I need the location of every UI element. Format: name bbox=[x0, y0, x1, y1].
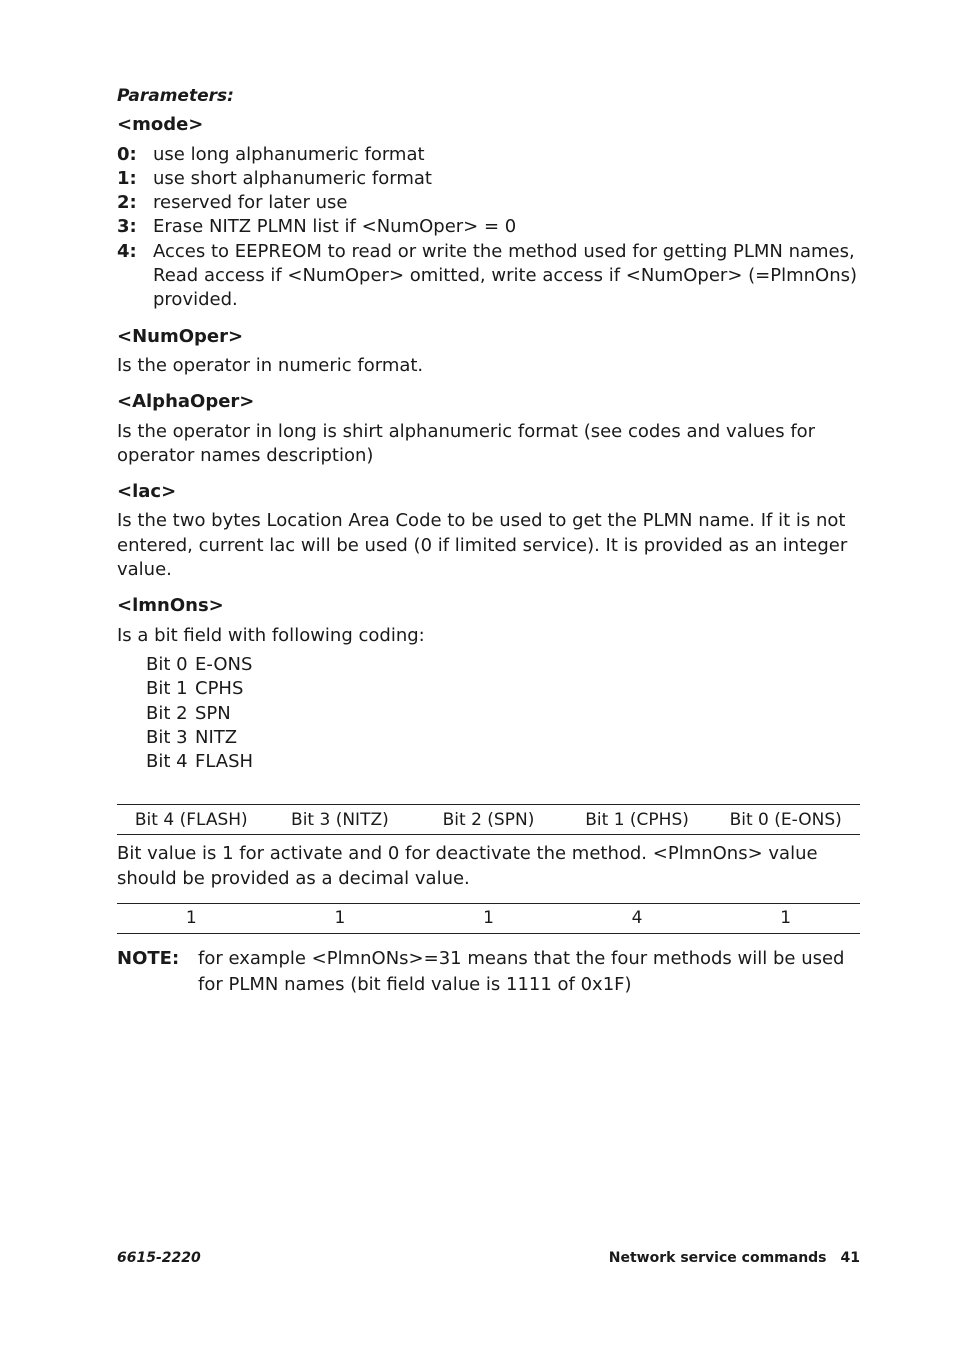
parameters-heading: Parameters: bbox=[117, 86, 234, 106]
bit-label: Bit 2 bbox=[146, 702, 188, 724]
table-header-cell: Bit 0 (E-ONS) bbox=[729, 809, 842, 830]
mode-text: Acces to EEPREOM to read or write the method used for getting PLMN names, Read access if <NumOper> omitted, write access if <NumOper> (=PlmnOns) provided. bbox=[153, 240, 858, 311]
bit-item bbox=[146, 726, 860, 750]
bit-method: NITZ bbox=[195, 726, 238, 748]
mode-param-name: <mode> bbox=[117, 114, 204, 136]
lac-param-name: <lac> bbox=[117, 481, 177, 503]
mode-key: 0: bbox=[117, 143, 137, 165]
mode-item bbox=[117, 167, 860, 191]
note-label: NOTE: bbox=[117, 948, 180, 970]
document-body bbox=[117, 84, 860, 998]
note-text: for example <PlmnONs>=31 means that the four methods will be used for PLMN names (bit field value is 1111 of 0x1F) bbox=[198, 948, 845, 996]
doc-number: 6615-2220 bbox=[117, 1250, 201, 1266]
lac-description: Is the two bytes Location Area Code to be used to get the PLMN name. If it is not entered, current lac will be used (0 if limited service). It is provided as an integer value. bbox=[117, 510, 848, 581]
mode-text: use short alphanumeric format bbox=[153, 167, 432, 189]
table-header-cell: Bit 1 (CPHS) bbox=[585, 809, 689, 830]
section-title: Network service commands bbox=[608, 1250, 827, 1266]
page-number: 41 bbox=[840, 1250, 860, 1266]
mode-key: 2: bbox=[117, 192, 137, 214]
footer-right bbox=[609, 1250, 860, 1266]
mode-item bbox=[117, 191, 860, 215]
bit-method: E-ONS bbox=[195, 653, 253, 675]
table-header-cell: Bit 2 (SPN) bbox=[442, 809, 535, 830]
alphaoper-param-name: <AlphaOper> bbox=[117, 391, 255, 413]
page-footer bbox=[117, 1250, 860, 1266]
bit-method: SPN bbox=[195, 702, 231, 724]
bit-method: CPHS bbox=[195, 678, 244, 700]
mode-item bbox=[117, 240, 860, 313]
bit-item bbox=[146, 677, 860, 701]
bit-label: Bit 3 bbox=[146, 726, 188, 748]
table-value-cell: 1 bbox=[334, 908, 346, 929]
bit-list bbox=[146, 653, 860, 774]
table-value-cell: 4 bbox=[631, 908, 643, 929]
mode-text: use long alphanumeric format bbox=[153, 143, 425, 165]
table-header-cell: Bit 3 (NITZ) bbox=[291, 809, 389, 830]
bit-label: Bit 0 bbox=[146, 653, 188, 675]
table-value-cell: 1 bbox=[185, 908, 197, 929]
table-row bbox=[117, 805, 860, 835]
table-value-cell: 1 bbox=[780, 908, 792, 929]
table-header-cell: Bit 4 (FLASH) bbox=[134, 809, 248, 830]
bit-values-table bbox=[117, 903, 860, 934]
bit-value-description: Bit value is 1 for activate and 0 for deactivate the method. <PlmnOns> value should be provided as a decimal value. bbox=[117, 843, 818, 889]
mode-key: 4: bbox=[117, 240, 137, 262]
bit-header-table bbox=[117, 804, 860, 835]
numoper-description: Is the operator in numeric format. bbox=[117, 354, 424, 376]
mode-text: reserved for later use bbox=[153, 192, 348, 214]
note-block bbox=[117, 947, 860, 998]
alphaoper-description: Is the operator in long is shirt alphanumeric format (see codes and values for operator names description) bbox=[117, 420, 816, 466]
numoper-param-name: <NumOper> bbox=[117, 325, 244, 347]
mode-text: Erase NITZ PLMN list if <NumOper> = 0 bbox=[153, 216, 517, 238]
bit-item bbox=[146, 750, 860, 774]
mode-key: 3: bbox=[117, 216, 137, 238]
mode-item bbox=[117, 143, 860, 167]
mode-key: 1: bbox=[117, 167, 137, 189]
bit-item bbox=[146, 702, 860, 726]
table-row bbox=[117, 904, 860, 934]
mode-list bbox=[117, 143, 860, 313]
table-value-cell: 1 bbox=[483, 908, 494, 929]
bit-label: Bit 1 bbox=[146, 678, 188, 700]
lmnons-description: Is a bit field with following coding: bbox=[117, 624, 425, 646]
bit-method: FLASH bbox=[195, 751, 254, 773]
mode-item bbox=[117, 215, 860, 239]
bit-label: Bit 4 bbox=[146, 751, 188, 773]
bit-item bbox=[146, 653, 860, 677]
lmnons-param-name: <lmnOns> bbox=[117, 595, 224, 617]
